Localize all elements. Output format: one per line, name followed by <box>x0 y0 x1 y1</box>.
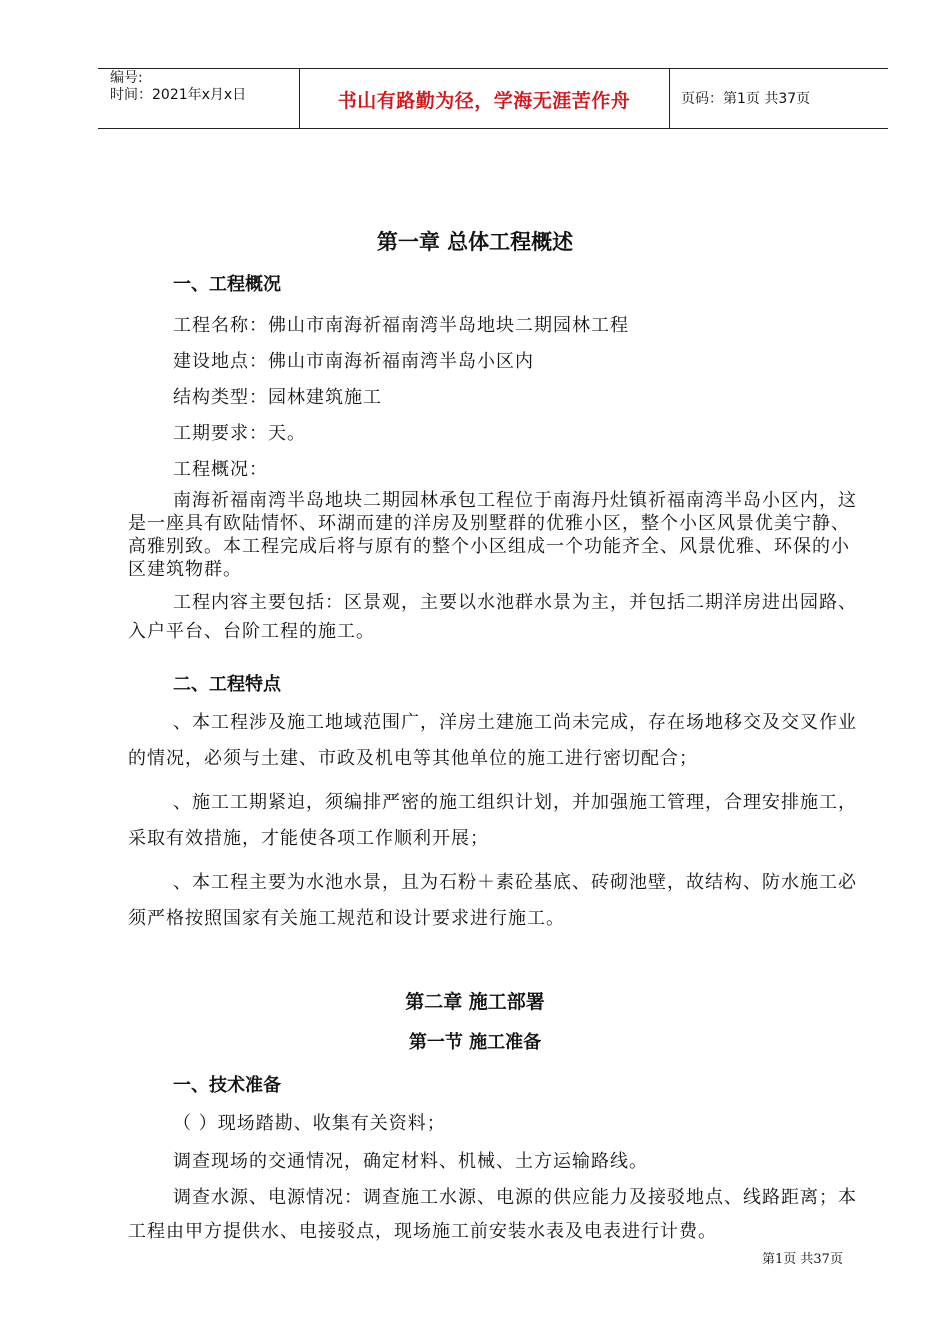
header-divider <box>669 68 670 128</box>
section-heading: 一、工程概况 <box>173 274 281 295</box>
page-footer: 第1页 共37页 <box>762 1252 843 1267</box>
duration-requirement: 工期要求：天。 <box>173 423 306 444</box>
project-name: 工程名称：佛山市南海祈福南湾半岛地块二期园林工程 <box>173 315 629 336</box>
project-location: 建设地点：佛山市南海祈福南湾半岛小区内 <box>173 351 534 372</box>
structure-type: 结构类型：园林建筑施工 <box>173 387 382 408</box>
header-motto: 书山有路勤为径，学海无涯苦作舟 <box>337 90 631 112</box>
prep-item: （ ）现场踏勘、收集有关资料； <box>173 1113 446 1134</box>
prep-item: 调查现场的交通情况，确定材料、机械、土方运输路线。 <box>173 1151 648 1172</box>
prep-item: 调查水源、电源情况：调查施工水源、电源的供应能力及接驳地点、线路距离；本工程由甲方提供水、电接驳点，现场施工前安装水表及电表进行计费。 <box>128 1187 857 1242</box>
chapter-title: 第一章 总体工程概述 <box>376 230 574 254</box>
feature-item: 、本工程涉及施工地域范围广，洋房土建施工尚未完成，存在场地移交及交叉作业的情况，必须与土建、市政及机电等其他单位的施工进行密切配合； <box>128 712 857 769</box>
page-header <box>98 68 888 128</box>
header-page-info: 页码：第1页 共37页 <box>681 91 811 107</box>
time-label: 时间：2021年x月x日 <box>110 87 247 103</box>
chapter-title: 第二章 施工部署 <box>405 991 545 1013</box>
header-meta <box>110 70 246 104</box>
section-title: 第一节 施工准备 <box>408 1032 542 1053</box>
code-label: 编号: <box>110 70 143 86</box>
header-top-rule <box>98 68 888 69</box>
section-heading: 二、工程特点 <box>173 674 281 695</box>
overview-label: 工程概况： <box>173 459 268 480</box>
feature-item: 、本工程主要为水池水景，且为石粉＋素砼基底、砖砌池壁，故结构、防水施工必须严格按照国家有关施工规范和设计要求进行施工。 <box>128 872 857 929</box>
header-bottom-rule <box>98 128 888 129</box>
scope-paragraph: 工程内容主要包括：区景观，主要以水池群水景为主，并包括二期洋房进出园路、入户平台、台阶工程的施工。 <box>128 592 857 642</box>
section-heading: 一、技术准备 <box>173 1075 281 1096</box>
overview-paragraph: 南海祈福南湾半岛地块二期园林承包工程位于南海丹灶镇祈福南湾半岛小区内，这是一座具有欧陆情怀、环湖而建的洋房及别墅群的优雅小区，整个小区风景优美宁静、高雅别致。本工程完成后将与原有的整个小区组成一个功能齐全、风景优雅、环保的小区建筑物群。 <box>128 490 857 580</box>
feature-item: 、施工工期紧迫，须编排严密的施工组织计划，并加强施工管理，合理安排施工，采取有效措施，才能使各项工作顺利开展； <box>128 792 857 849</box>
